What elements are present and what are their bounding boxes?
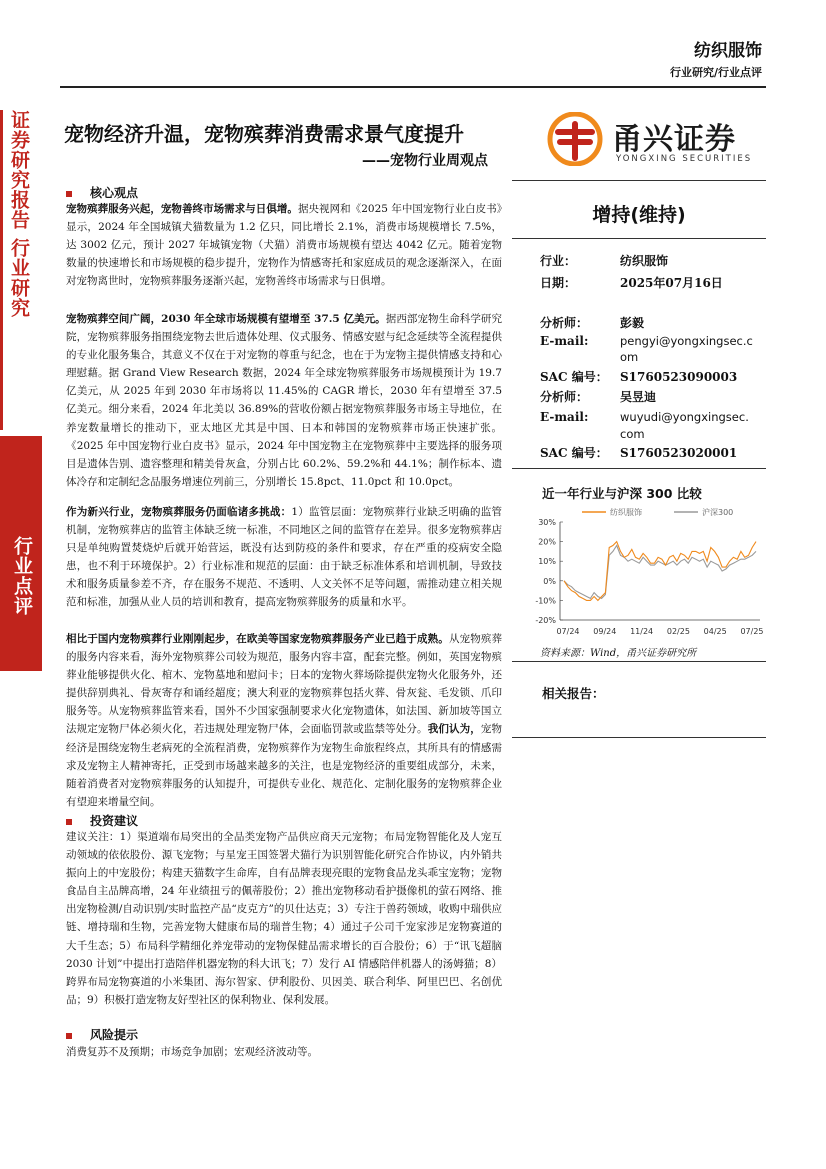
paragraph-4: 相比于国内宠物殡葬行业刚刚起步，在欧美等国家宠物殡葬服务产业已趋于成熟。从宠物殡葬的服务内容来看，海外宠物殡葬公司较为规范，服务内容丰富，配套完整。例如，英国宠物殡葬业能够提供火化、棺木、宠物墓地和慰问卡；日本的宠物火葬场除提供宠物火化服务外，还提供辞别典礼、骨灰寄存和诵经超度；澳大利亚的宠物殡葬包括火葬、骨灰瓮、毛发锁、爪印服务等。从宠物殡葬监管来看，国外不少国家强制要求火化宠物遗体，如法国、新加坡等国立法规定宠物尸体必须火化，若违规处理宠物尸体，会面临罚款或监禁等处分。我们认为，宠物经济是围绕宠物生老病死的全流程消费，宠物殡葬作为宠物生命旅程终点，其所具有的情感需求及宠物主人精神寄托，正受到市场越来越多的关注，也是宠物经济的重要组成部分，未来，随着消费者对宠物殡葬服务的认知提升，可提供专业化、规范化、定制化服务的宠物殡葬企业有望迎来增量空间。 <box>66 633 503 808</box>
section-heading-core: 核心观点 <box>66 184 138 201</box>
header-divider <box>60 86 766 88</box>
comparison-chart <box>510 500 768 650</box>
report-subtitle: ——宠物行业周观点 <box>362 153 488 169</box>
paragraph-1: 宠物殡葬服务兴起，宠物善终市场需求与日俱增。据央视网和《2025 年中国宠物行业白皮书》显示，2024 年全国城镇犬猫数量为 1.2 亿只，同比增长 2.1%，消费市场规模增长 7.5%，达 3002 亿元，预计 2027 年城镇宠物（犬猫）消费市场规模有望达 4042 亿元。随着宠物数量的快速增长和市场规模的稳步提升，宠物作为情感寄托和家庭成员的观念逐渐深入，在面对宠物离世时，宠物殡葬服务逐渐兴起，宠物善终市场需求与日俱增。 <box>66 203 502 288</box>
logo-mark-icon <box>546 112 604 166</box>
analyst1-email-row: E-mail: pengyi@yongxingsec.c <box>540 334 753 348</box>
logo-text-cn: 甬兴证券 <box>612 122 736 157</box>
legend-label: 沪深300 <box>702 508 734 517</box>
paragraph-2: 宠物殡葬空间广阔，2030 年全球市场规模有望增至 37.5 亿美元。据西部宠物生命科学研究院，宠物殡葬服务指围绕宠物去世后遗体处理、仪式服务、情感安慰与纪念延续等全流程提供的专业化服务集合，其意义不仅在于对宠物的尊重与纪念，也在于为宠物主提供情感支持和心理慰藉。据 Grand View Research 数据，2024 年全球宠物殡葬服务市场规模预计为 19.7 亿美元，从 2025 年到 2030 年市场将以 11.45%的 CAGR 增长，2030 年有望增至 37.5 亿美元。细分来看，2024 年北美以 36.89%的营收份额占据宠物殡葬服务市场主导地位，在养宠数量增长的推动下，亚太地区尤其是中国、日本和韩国的宠物殡葬市场正快速扩张。《2025 年中国宠物行业白皮书》显示，2024 年中国宠物主在宠物殡葬中主要选择的服务项目是遗体告别、遗容整理和精美骨灰盒，分别占比 60.2%、59.2%和 44.1%；制作标本、遗体冷存和定制纪念品服务增速位列前三，分别增长 15.8pct、11.0pct 和 10.0pct。 <box>66 313 503 488</box>
analyst2-email-row: E-mail: wuyudi@yongxingsec. <box>540 410 749 424</box>
analyst1-row: 分析师： 彭毅 <box>540 316 645 330</box>
sidebar-report-type <box>0 436 42 671</box>
y-axis <box>535 518 563 625</box>
chart-lines <box>564 542 756 601</box>
section-bullet-icon <box>66 1033 72 1039</box>
x-tick-label: 11/24 <box>630 627 654 636</box>
section-bullet-icon <box>66 819 72 825</box>
chart-source: 资料来源：Wind，甬兴证券研究所 <box>540 648 697 659</box>
analyst1-sac-row: SAC 编号： S1760523090003 <box>540 370 738 384</box>
x-tick-label: 09/24 <box>593 627 617 636</box>
paragraph-risk: 消费复苏不及预期；市场竞争加剧；宏观经济波动等。 <box>66 1046 318 1058</box>
y-tick-label: 20% <box>538 537 556 547</box>
logo-text-en: YONGXING SECURITIES <box>616 154 753 164</box>
right-divider-1 <box>512 180 766 181</box>
section-heading-risk: 风险提示 <box>66 1026 138 1043</box>
paragraph-3: 作为新兴行业，宠物殡葬服务仍面临诸多挑战：1）监管层面：宠物殡葬行业缺乏明确的监管机制，宠物殡葬店的监管主体缺乏统一标准，不同地区之间的监管存在差异。很多宠物殡葬店只是单纯购置焚烧炉后就开始营运，既没有达到防疫的条件和要求，存在严重的疫病安全隐患，也不利于环境保护。2）行业标准和规范的层面：由于缺乏标准体系和培训机制，导致技术和服务质量参差不齐，存在服务不规范、不透明、人文关怀不足等问题，需推动建立相关规范和标准，加强从业人员的培训和教育，提高宠物殡葬服务的质量和水平。 <box>66 506 502 609</box>
chart-legend <box>582 507 733 517</box>
sidebar-top-text: 证券研究报告 行业研究 <box>8 110 30 318</box>
x-tick-label: 07/25 <box>740 627 764 636</box>
y-tick-label: 10% <box>538 557 556 567</box>
series-line <box>564 542 756 601</box>
y-tick-label: -20% <box>535 616 556 625</box>
report-category: 纺织服饰 <box>694 41 762 61</box>
section-bullet-icon <box>66 191 72 197</box>
analyst2-sac-row: SAC 编号： S1760523020001 <box>540 446 738 460</box>
y-tick-label: -10% <box>535 596 556 606</box>
paragraph-invest: 建议关注：1）渠道端布局突出的全品类宠物产品供应商天元宠物；布局宠物智能化及人宠互动领域的依依股份、源飞宠物；与星宠王国签署犬猫行为识别智能化研究合作协议，内外销共振向上的中宠股份；构建天猫数字生命库，自有品牌表现亮眼的宠物食品龙头乖宝宠物；宠物食品自主品牌高增，24 年业绩扭亏的佩蒂股份；2）推出宠物移动看护摄像机的萤石网络、推出宠物检测/自动识别/实时监控产品“皮克方”的贝仕达克；3）专注于兽药领域，收购中瑞供应链、增持瑞和生物，完善宠物大健康布局的瑞普生物；4）通过子公司千宠家涉足宠物赛道的大千生态；5）布局科学精细化养宠带动的宠物保健品需求增长的百合股份；6）于“讯飞超脑 2030 计划”中提出打造陪伴机器宠物的科大讯飞；7）发行 AI 情感陪伴机器人的汤姆猫；8）跨界布局宠物赛道的小米集团、海尔智家、伊利股份、贝因美、联合利华、阿里巴巴、名创优品；9）积极打造宠物友好型社区的保利物业、保利发展。 <box>66 831 502 1006</box>
analyst2-row: 分析师： 吴昱迪 <box>540 390 657 404</box>
y-tick-label: 30% <box>538 518 556 527</box>
sidebar-mid-text: 行业点评 <box>11 536 33 616</box>
industry-row: 行业： 纺织服饰 <box>540 254 669 268</box>
right-divider-5 <box>512 737 766 738</box>
chart-title: 近一年行业与沪深 300 比较 <box>542 486 702 501</box>
right-divider-2 <box>512 238 766 239</box>
series-line <box>564 546 756 599</box>
x-tick-label: 02/25 <box>666 627 690 636</box>
x-tick-label: 04/25 <box>703 627 727 636</box>
analyst2-email-cont: com <box>620 427 645 441</box>
x-tick-label: 07/24 <box>556 627 580 636</box>
sidebar-top <box>6 110 30 420</box>
date-row: 日期： 2025年07月16日 <box>540 276 723 290</box>
right-divider-3 <box>512 468 766 469</box>
report-subcategory: 行业研究/行业点评 <box>669 66 762 79</box>
analyst1-email-cont: om <box>620 350 639 364</box>
legend-label: 纺织服饰 <box>610 508 642 517</box>
sidebar-accent-line <box>0 110 3 430</box>
right-divider-4 <box>512 661 766 662</box>
company-logo <box>546 108 756 170</box>
related-reports-title: 相关报告： <box>542 686 605 701</box>
section-heading-invest: 投资建议 <box>66 812 138 829</box>
y-tick-label: 0% <box>543 576 556 586</box>
x-axis <box>556 620 763 636</box>
report-title: 宠物经济升温，宠物殡葬消费需求景气度提升 <box>64 122 464 146</box>
rating: 增持(维持) <box>592 204 686 226</box>
